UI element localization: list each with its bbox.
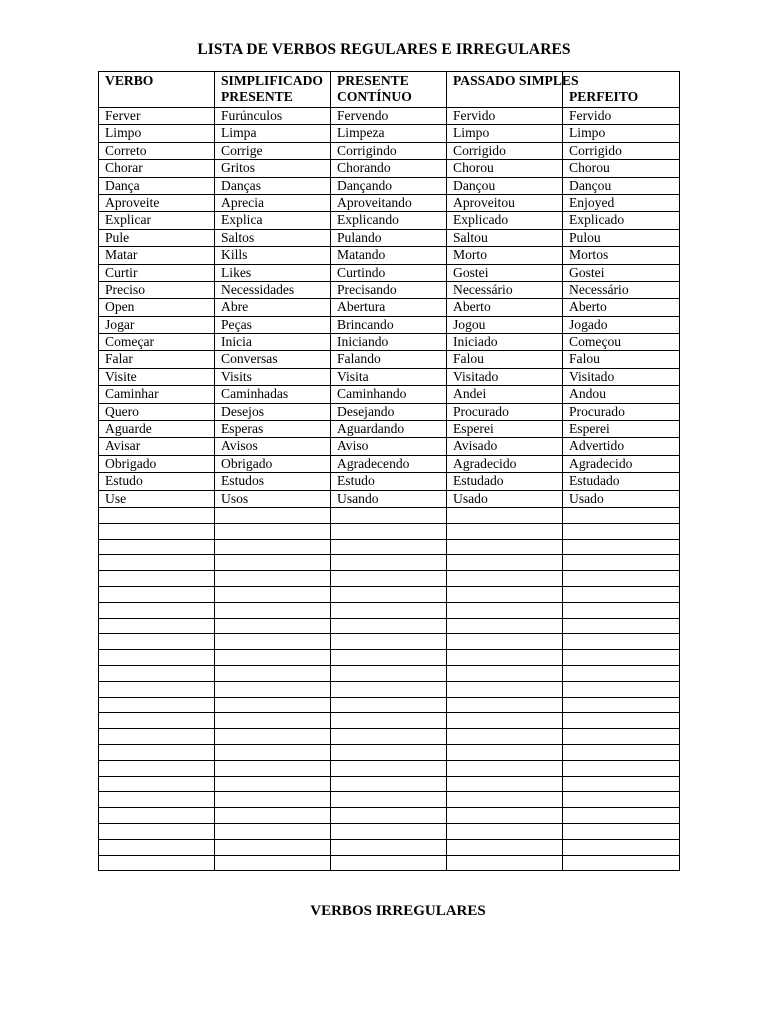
cell-perfeito: Começou — [563, 334, 680, 351]
cell-simplificado-presente: Conversas — [215, 351, 331, 368]
cell-passado-simples: Procurado — [447, 403, 563, 420]
cell-passado-simples: Explicado — [447, 212, 563, 229]
cell-perfeito: Mortos — [563, 247, 680, 264]
cell-empty — [563, 744, 680, 760]
cell-empty — [447, 618, 563, 634]
cell-perfeito: Chorou — [563, 160, 680, 177]
table-row — [99, 264, 680, 281]
cell-presente-continuo: Aviso — [331, 438, 447, 455]
table-row — [99, 490, 680, 507]
cell-empty — [563, 650, 680, 666]
cell-empty — [215, 792, 331, 808]
cell-passado-simples: Avisado — [447, 438, 563, 455]
cell-empty — [215, 539, 331, 555]
cell-passado-simples: Dançou — [447, 177, 563, 194]
cell-empty — [447, 855, 563, 871]
cell-empty — [99, 650, 215, 666]
cell-simplificado-presente: Saltos — [215, 229, 331, 246]
cell-empty — [563, 776, 680, 792]
cell-empty — [563, 555, 680, 571]
cell-empty — [331, 618, 447, 634]
cell-empty — [447, 681, 563, 697]
cell-empty — [563, 823, 680, 839]
cell-empty — [563, 681, 680, 697]
cell-empty — [99, 697, 215, 713]
header-presente-continuo — [331, 72, 447, 108]
cell-perfeito: Pulou — [563, 229, 680, 246]
cell-simplificado-presente: Limpa — [215, 125, 331, 142]
cell-perfeito: Procurado — [563, 403, 680, 420]
cell-verbo: Use — [99, 490, 215, 507]
header-simplificado-line2: PRESENTE — [221, 89, 293, 104]
cell-empty — [563, 760, 680, 776]
cell-perfeito: Corrigido — [563, 142, 680, 159]
cell-passado-simples: Falou — [447, 351, 563, 368]
cell-empty — [447, 792, 563, 808]
cell-verbo: Falar — [99, 351, 215, 368]
cell-empty — [99, 855, 215, 871]
cell-empty — [215, 665, 331, 681]
cell-empty — [563, 634, 680, 650]
cell-presente-continuo: Dançando — [331, 177, 447, 194]
cell-empty — [447, 823, 563, 839]
table-row — [99, 368, 680, 385]
document-title: LISTA DE VERBOS REGULARES E IRREGULARES — [197, 41, 571, 58]
cell-presente-continuo: Abertura — [331, 299, 447, 316]
header-perfeito — [563, 72, 680, 108]
cell-perfeito: Gostei — [563, 264, 680, 281]
cell-passado-simples: Fervido — [447, 108, 563, 125]
table-row-empty — [99, 729, 680, 745]
table-row-empty — [99, 571, 680, 587]
cell-empty — [99, 760, 215, 776]
cell-empty — [99, 571, 215, 587]
cell-simplificado-presente: Abre — [215, 299, 331, 316]
cell-empty — [447, 760, 563, 776]
header-perfeito-label: PERFEITO — [569, 89, 639, 104]
table-row — [99, 247, 680, 264]
cell-empty — [99, 808, 215, 824]
table-row — [99, 281, 680, 298]
cell-verbo: Preciso — [99, 281, 215, 298]
cell-empty — [563, 839, 680, 855]
cell-simplificado-presente: Danças — [215, 177, 331, 194]
cell-perfeito: Dançou — [563, 177, 680, 194]
table-row-empty — [99, 713, 680, 729]
table-row — [99, 194, 680, 211]
cell-presente-continuo: Iniciando — [331, 334, 447, 351]
cell-empty — [447, 713, 563, 729]
cell-empty — [331, 808, 447, 824]
cell-presente-continuo: Precisando — [331, 281, 447, 298]
cell-empty — [563, 665, 680, 681]
cell-empty — [331, 571, 447, 587]
cell-perfeito: Estudado — [563, 473, 680, 490]
cell-empty — [447, 744, 563, 760]
cell-passado-simples: Usado — [447, 490, 563, 507]
cell-empty — [215, 586, 331, 602]
cell-empty — [99, 823, 215, 839]
cell-empty — [331, 681, 447, 697]
table-row — [99, 125, 680, 142]
cell-empty — [447, 776, 563, 792]
cell-empty — [215, 650, 331, 666]
table-row-empty — [99, 776, 680, 792]
header-passado-label: PASSADO SIMPLES — [453, 73, 579, 88]
cell-verbo: Limpo — [99, 125, 215, 142]
header-passado-simples — [447, 72, 579, 108]
cell-passado-simples: Chorou — [447, 160, 563, 177]
cell-verbo: Caminhar — [99, 386, 215, 403]
table-row-empty — [99, 539, 680, 555]
cell-perfeito: Fervido — [563, 108, 680, 125]
cell-simplificado-presente: Inicia — [215, 334, 331, 351]
cell-empty — [331, 855, 447, 871]
cell-empty — [99, 744, 215, 760]
cell-passado-simples: Esperei — [447, 421, 563, 438]
cell-empty — [447, 808, 563, 824]
table-row — [99, 212, 680, 229]
cell-simplificado-presente: Gritos — [215, 160, 331, 177]
cell-empty — [331, 792, 447, 808]
cell-passado-simples: Gostei — [447, 264, 563, 281]
table-header-row — [99, 72, 680, 108]
cell-empty — [563, 571, 680, 587]
cell-perfeito: Aberto — [563, 299, 680, 316]
cell-empty — [215, 713, 331, 729]
cell-presente-continuo: Limpeza — [331, 125, 447, 142]
cell-empty — [563, 855, 680, 871]
cell-passado-simples: Agradecido — [447, 455, 563, 472]
cell-presente-continuo: Fervendo — [331, 108, 447, 125]
cell-presente-continuo: Curtindo — [331, 264, 447, 281]
cell-simplificado-presente: Aprecia — [215, 194, 331, 211]
cell-passado-simples: Saltou — [447, 229, 563, 246]
table-row — [99, 473, 680, 490]
cell-verbo: Aguarde — [99, 421, 215, 438]
cell-empty — [215, 634, 331, 650]
cell-presente-continuo: Aproveitando — [331, 194, 447, 211]
header-presente-line2: CONTÍNUO — [337, 89, 412, 104]
header-simplificado-presente — [215, 72, 331, 108]
cell-simplificado-presente: Obrigado — [215, 455, 331, 472]
cell-verbo: Quero — [99, 403, 215, 420]
cell-presente-continuo: Agradecendo — [331, 455, 447, 472]
cell-empty — [99, 555, 215, 571]
cell-empty — [447, 602, 563, 618]
cell-verbo: Chorar — [99, 160, 215, 177]
cell-empty — [331, 586, 447, 602]
cell-simplificado-presente: Explica — [215, 212, 331, 229]
cell-empty — [563, 697, 680, 713]
table-row-empty — [99, 697, 680, 713]
cell-perfeito: Jogado — [563, 316, 680, 333]
cell-empty — [447, 839, 563, 855]
cell-empty — [447, 665, 563, 681]
table-body — [99, 108, 680, 871]
cell-empty — [99, 776, 215, 792]
table-row-empty — [99, 602, 680, 618]
cell-empty — [215, 839, 331, 855]
cell-empty — [563, 507, 680, 523]
cell-empty — [563, 618, 680, 634]
cell-presente-continuo: Matando — [331, 247, 447, 264]
cell-empty — [447, 697, 563, 713]
cell-empty — [331, 760, 447, 776]
cell-empty — [99, 713, 215, 729]
table-row-empty — [99, 855, 680, 871]
cell-empty — [99, 839, 215, 855]
table-row-empty — [99, 681, 680, 697]
cell-passado-simples: Estudado — [447, 473, 563, 490]
cell-empty — [99, 507, 215, 523]
cell-verbo: Curtir — [99, 264, 215, 281]
cell-verbo: Matar — [99, 247, 215, 264]
cell-empty — [331, 697, 447, 713]
cell-empty — [215, 602, 331, 618]
cell-empty — [215, 855, 331, 871]
table-row-empty — [99, 839, 680, 855]
cell-simplificado-presente: Visits — [215, 368, 331, 385]
cell-empty — [563, 539, 680, 555]
cell-empty — [447, 650, 563, 666]
table-row-empty — [99, 634, 680, 650]
cell-empty — [99, 618, 215, 634]
cell-empty — [99, 792, 215, 808]
table-row-empty — [99, 823, 680, 839]
cell-perfeito: Enjoyed — [563, 194, 680, 211]
cell-passado-simples: Aproveitou — [447, 194, 563, 211]
table-row-empty — [99, 507, 680, 523]
cell-empty — [331, 634, 447, 650]
cell-empty — [331, 729, 447, 745]
cell-empty — [215, 744, 331, 760]
cell-verbo: Aproveite — [99, 194, 215, 211]
cell-empty — [563, 808, 680, 824]
cell-empty — [99, 586, 215, 602]
table-row — [99, 229, 680, 246]
cell-empty — [215, 681, 331, 697]
cell-perfeito: Agradecido — [563, 455, 680, 472]
cell-simplificado-presente: Corrige — [215, 142, 331, 159]
cell-empty — [447, 507, 563, 523]
cell-presente-continuo: Estudo — [331, 473, 447, 490]
cell-empty — [331, 839, 447, 855]
table-row-empty — [99, 650, 680, 666]
table-row-empty — [99, 760, 680, 776]
cell-simplificado-presente: Caminhadas — [215, 386, 331, 403]
cell-empty — [331, 539, 447, 555]
cell-presente-continuo: Corrigindo — [331, 142, 447, 159]
cell-perfeito: Esperei — [563, 421, 680, 438]
header-simplificado-line1: SIMPLIFICADO — [221, 73, 323, 88]
cell-verbo: Jogar — [99, 316, 215, 333]
cell-empty — [99, 665, 215, 681]
cell-presente-continuo: Caminhando — [331, 386, 447, 403]
table-row — [99, 334, 680, 351]
cell-passado-simples: Aberto — [447, 299, 563, 316]
cell-passado-simples: Corrigido — [447, 142, 563, 159]
cell-verbo: Explicar — [99, 212, 215, 229]
cell-empty — [447, 571, 563, 587]
cell-empty — [447, 555, 563, 571]
cell-presente-continuo: Desejando — [331, 403, 447, 420]
cell-passado-simples: Jogou — [447, 316, 563, 333]
cell-empty — [215, 808, 331, 824]
cell-empty — [215, 729, 331, 745]
cell-presente-continuo: Brincando — [331, 316, 447, 333]
cell-simplificado-presente: Kills — [215, 247, 331, 264]
cell-empty — [563, 523, 680, 539]
cell-empty — [331, 823, 447, 839]
cell-perfeito: Andou — [563, 386, 680, 403]
cell-verbo: Avisar — [99, 438, 215, 455]
table-row — [99, 108, 680, 125]
table-row-empty — [99, 744, 680, 760]
cell-empty — [99, 539, 215, 555]
cell-empty — [331, 507, 447, 523]
cell-simplificado-presente: Estudos — [215, 473, 331, 490]
cell-empty — [215, 760, 331, 776]
cell-presente-continuo: Visita — [331, 368, 447, 385]
cell-empty — [331, 713, 447, 729]
cell-empty — [563, 713, 680, 729]
table-row-empty — [99, 523, 680, 539]
cell-passado-simples: Andei — [447, 386, 563, 403]
table-row — [99, 438, 680, 455]
cell-verbo: Visite — [99, 368, 215, 385]
cell-presente-continuo: Falando — [331, 351, 447, 368]
cell-empty — [563, 602, 680, 618]
table-row — [99, 142, 680, 159]
cell-verbo: Open — [99, 299, 215, 316]
cell-perfeito: Explicado — [563, 212, 680, 229]
cell-presente-continuo: Aguardando — [331, 421, 447, 438]
cell-passado-simples: Visitado — [447, 368, 563, 385]
cell-empty — [99, 634, 215, 650]
cell-empty — [215, 555, 331, 571]
cell-empty — [99, 602, 215, 618]
cell-perfeito: Limpo — [563, 125, 680, 142]
cell-simplificado-presente: Usos — [215, 490, 331, 507]
cell-empty — [331, 744, 447, 760]
cell-perfeito: Falou — [563, 351, 680, 368]
cell-empty — [215, 823, 331, 839]
cell-verbo: Obrigado — [99, 455, 215, 472]
table-row-empty — [99, 618, 680, 634]
cell-empty — [447, 729, 563, 745]
cell-empty — [215, 507, 331, 523]
cell-empty — [215, 697, 331, 713]
table-row-empty — [99, 665, 680, 681]
cell-empty — [99, 729, 215, 745]
cell-empty — [563, 729, 680, 745]
table-row-empty — [99, 792, 680, 808]
cell-perfeito: Necessário — [563, 281, 680, 298]
table-row — [99, 455, 680, 472]
cell-verbo: Pule — [99, 229, 215, 246]
table-row-empty — [99, 555, 680, 571]
cell-perfeito: Advertido — [563, 438, 680, 455]
table-row — [99, 316, 680, 333]
cell-presente-continuo: Explicando — [331, 212, 447, 229]
cell-presente-continuo: Usando — [331, 490, 447, 507]
section-title: VERBOS IRREGULARES — [310, 903, 486, 919]
cell-perfeito: Visitado — [563, 368, 680, 385]
cell-passado-simples: Limpo — [447, 125, 563, 142]
cell-empty — [563, 586, 680, 602]
cell-passado-simples: Iniciado — [447, 334, 563, 351]
cell-empty — [331, 602, 447, 618]
cell-empty — [447, 539, 563, 555]
cell-simplificado-presente: Likes — [215, 264, 331, 281]
cell-presente-continuo: Pulando — [331, 229, 447, 246]
cell-presente-continuo: Chorando — [331, 160, 447, 177]
cell-verbo: Correto — [99, 142, 215, 159]
cell-verbo: Dança — [99, 177, 215, 194]
cell-empty — [99, 681, 215, 697]
cell-empty — [215, 618, 331, 634]
cell-empty — [331, 650, 447, 666]
cell-empty — [215, 776, 331, 792]
cell-simplificado-presente: Necessidades — [215, 281, 331, 298]
header-verbo: VERBO — [99, 72, 215, 108]
cell-simplificado-presente: Avisos — [215, 438, 331, 455]
cell-simplificado-presente: Esperas — [215, 421, 331, 438]
table-row — [99, 299, 680, 316]
cell-empty — [563, 792, 680, 808]
table-row — [99, 160, 680, 177]
cell-simplificado-presente: Desejos — [215, 403, 331, 420]
cell-verbo: Começar — [99, 334, 215, 351]
cell-perfeito: Usado — [563, 490, 680, 507]
table-row — [99, 403, 680, 420]
verbs-table — [98, 71, 680, 871]
table-row — [99, 421, 680, 438]
cell-empty — [447, 523, 563, 539]
table-row — [99, 351, 680, 368]
cell-empty — [215, 571, 331, 587]
cell-empty — [447, 586, 563, 602]
cell-empty — [447, 634, 563, 650]
cell-simplificado-presente: Peças — [215, 316, 331, 333]
table-row — [99, 177, 680, 194]
cell-simplificado-presente: Furúnculos — [215, 108, 331, 125]
cell-empty — [331, 555, 447, 571]
cell-verbo: Estudo — [99, 473, 215, 490]
cell-passado-simples: Morto — [447, 247, 563, 264]
cell-empty — [331, 523, 447, 539]
table-row — [99, 386, 680, 403]
table-row-empty — [99, 808, 680, 824]
header-presente-line1: PRESENTE — [337, 73, 409, 88]
cell-empty — [99, 523, 215, 539]
table-row-empty — [99, 586, 680, 602]
cell-empty — [331, 776, 447, 792]
cell-empty — [331, 665, 447, 681]
cell-verbo: Ferver — [99, 108, 215, 125]
cell-empty — [215, 523, 331, 539]
cell-passado-simples: Necessário — [447, 281, 563, 298]
